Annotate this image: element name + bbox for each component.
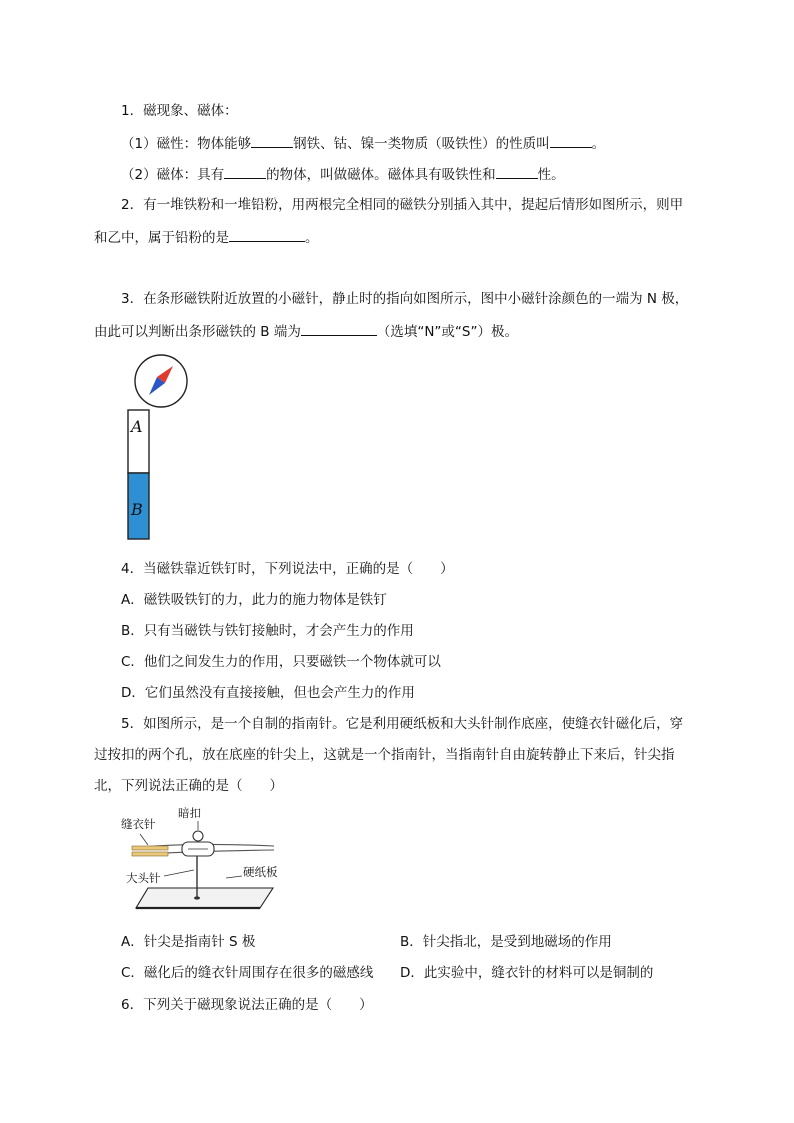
q1-blank-3[interactable] bbox=[224, 165, 266, 179]
compass-icon bbox=[135, 355, 187, 407]
q3-line2-text-a: 由此可以判断出条形磁铁的 B 端为 bbox=[94, 324, 301, 340]
q1-part2-text-a: （2）磁体：具有 bbox=[121, 167, 225, 183]
q5-option-c[interactable]: C．磁化后的缝衣针周围存在很多的磁感线 bbox=[121, 965, 374, 981]
q6-stem: 6．下列关于磁现象说法正确的是（ ） bbox=[121, 997, 373, 1013]
snap-button bbox=[182, 831, 214, 856]
q3-figure bbox=[118, 352, 198, 547]
magnet-label-b: B bbox=[131, 500, 143, 519]
q2-line2-text-b: 。 bbox=[305, 230, 319, 246]
q1-title: 1．磁现象、磁体： bbox=[121, 103, 238, 119]
q2-line2 bbox=[94, 228, 319, 246]
q5-line1: 5．如图所示，是一个自制的指南针。它是利用硬纸板和大头针制作底座，使缝衣针磁化后，穿 bbox=[121, 716, 684, 732]
q4-option-d[interactable]: D．它们虽然没有直接接触，但也会产生力的作用 bbox=[121, 685, 415, 701]
q2-blank[interactable] bbox=[229, 228, 305, 242]
q2-line2-text-a: 和乙中，属于铅粉的是 bbox=[94, 230, 229, 246]
q1-part1-text-c: 。 bbox=[591, 136, 606, 152]
q3-blank[interactable] bbox=[301, 322, 377, 336]
q3-line2-text-b: （选填“N”或“S”）极。 bbox=[376, 324, 518, 340]
q5-line3: 北，下列说法正确的是（ ） bbox=[94, 778, 283, 794]
q1-part2-text-b: 的物体，叫做磁体。磁体具有吸铁性和 bbox=[266, 167, 496, 183]
q1-part1 bbox=[121, 134, 605, 152]
q1-part1-text-a: （1）磁性：物体能够 bbox=[121, 136, 252, 152]
q1-part2-text-c: 性。 bbox=[537, 167, 565, 183]
q1-blank-4[interactable] bbox=[496, 165, 538, 179]
fig-label-cardboard: 硬纸板 bbox=[243, 865, 278, 879]
magnet-label-a: A bbox=[131, 417, 143, 436]
cardboard-base bbox=[136, 888, 273, 908]
q1-part1-text-b: 钢铁、钴、镍一类物质（吸铁性）的性质叫 bbox=[293, 136, 550, 152]
fig-label-snap: 暗扣 bbox=[178, 806, 201, 820]
q1-part2 bbox=[121, 165, 565, 183]
q1-blank-2[interactable] bbox=[550, 134, 592, 148]
q5-option-a[interactable]: A．针尖是指南针 S 极 bbox=[121, 934, 256, 950]
fig-label-sewing-needle: 缝衣针 bbox=[121, 817, 156, 831]
q4-option-c[interactable]: C．他们之间发生力的作用，只要磁铁一个物体就可以 bbox=[121, 654, 441, 670]
q4-option-b[interactable]: B．只有当磁铁与铁钉接触时，才会产生力的作用 bbox=[121, 623, 414, 639]
q4-stem: 4．当磁铁靠近铁钉时，下列说法中，正确的是（ ） bbox=[121, 561, 454, 577]
q3-line2 bbox=[94, 322, 518, 340]
q4-option-a[interactable]: A．磁铁吸铁钉的力，此力的施力物体是铁钉 bbox=[121, 592, 387, 608]
q1-blank-1[interactable] bbox=[251, 134, 293, 148]
fig-label-pin: 大头针 bbox=[126, 871, 161, 885]
q3-line1: 3．在条形磁铁附近放置的小磁针，静止时的指向如图所示，图中小磁针涂颜色的一端为 N 极， bbox=[121, 291, 689, 307]
q2-line1: 2．有一堆铁粉和一堆铅粉，用两根完全相同的磁铁分别插入其中，提起后情形如图所示，则甲 bbox=[121, 197, 684, 213]
q5-option-d[interactable]: D．此实验中，缝衣针的材料可以是铜制的 bbox=[400, 965, 654, 981]
q5-option-b[interactable]: B．针尖指北，是受到地磁场的作用 bbox=[400, 934, 612, 950]
q5-line2: 过按扣的两个孔，放在底座的针尖上，这就是一个指南针，当指南针自由旋转静止下来后，针尖指 bbox=[94, 747, 675, 763]
